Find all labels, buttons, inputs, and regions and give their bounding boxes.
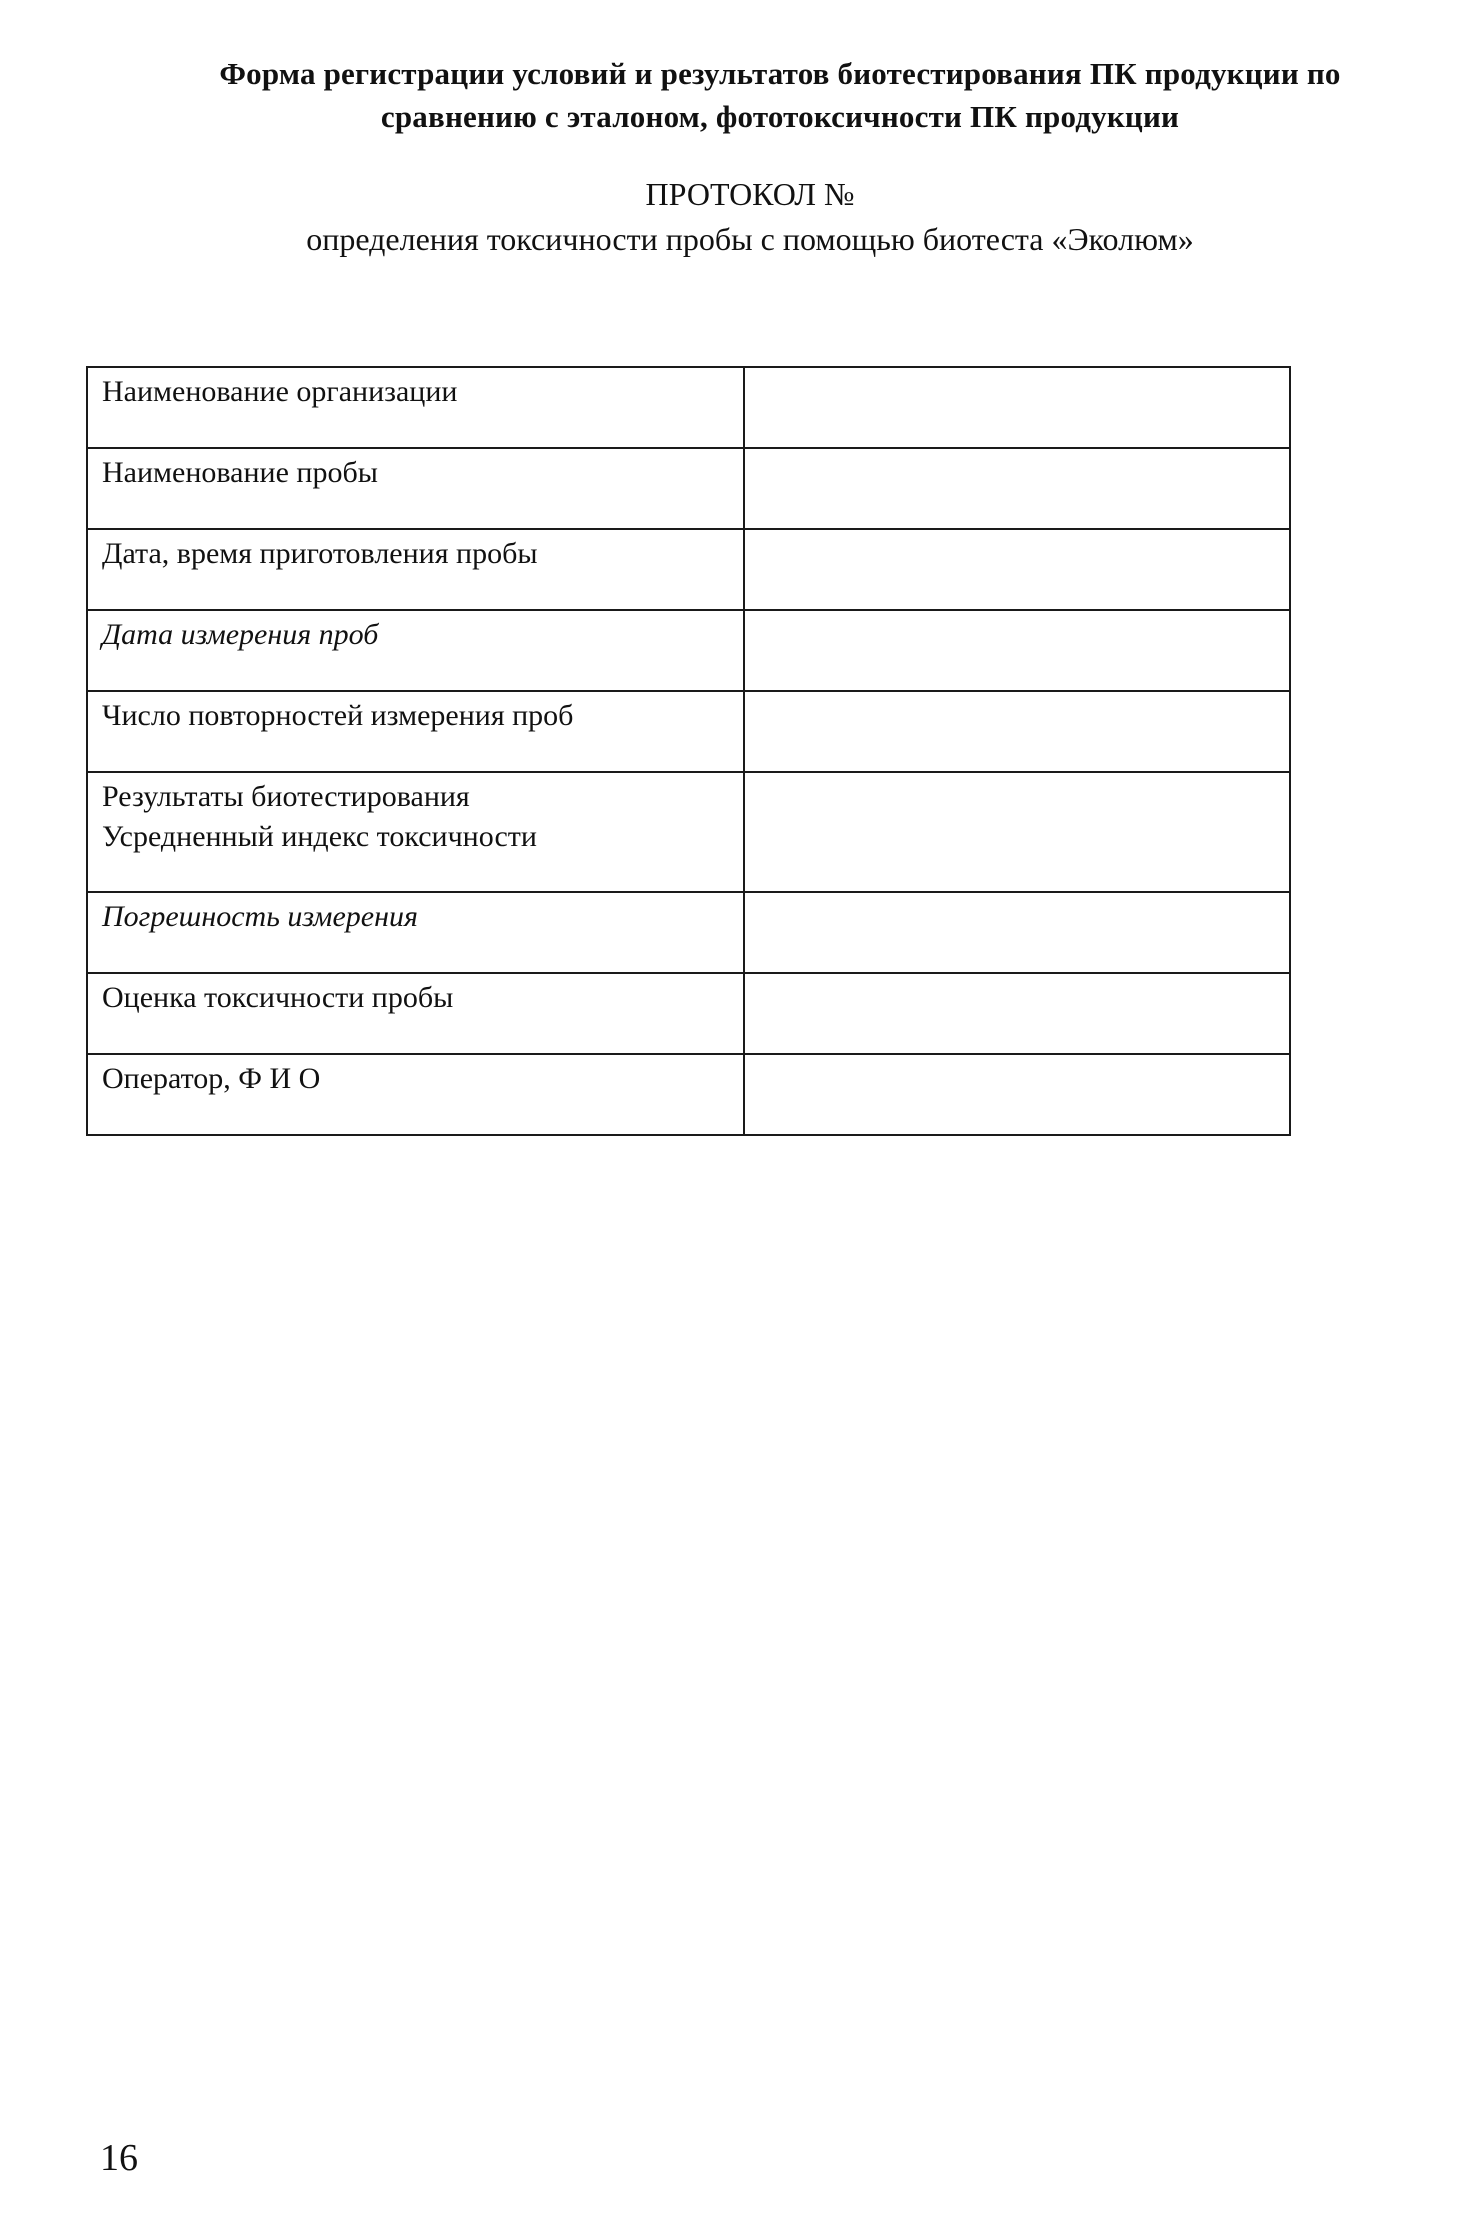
table-row — [87, 772, 1290, 892]
protocol-title: ПРОТОКОЛ № — [645, 176, 855, 212]
row-label-organization — [87, 367, 744, 448]
table-row — [87, 892, 1290, 973]
row-label-text: Число повторностей измерения проб — [102, 699, 574, 732]
row-label-text: Наименование организации — [102, 375, 458, 408]
table-row — [87, 610, 1290, 691]
row-value-organization[interactable] — [744, 367, 1290, 448]
row-label-error — [87, 892, 744, 973]
row-label-results — [87, 772, 744, 892]
form-heading-line-2: сравнению с эталоном, фототоксичности ПК продукции — [380, 99, 1180, 134]
row-label-text: Погрешность измерения — [102, 900, 418, 933]
table-row — [87, 691, 1290, 772]
row-label-text: Результаты биотестирования — [102, 780, 470, 813]
row-value-measurement-date[interactable] — [744, 610, 1290, 691]
row-label-sample-name — [87, 448, 744, 529]
page-number: 16 — [100, 2137, 138, 2179]
row-value-results[interactable] — [744, 772, 1290, 892]
table-row — [87, 973, 1290, 1054]
protocol-subtitle: определения токсичности пробы с помощью биотеста «Эколюм» — [306, 221, 1194, 257]
row-label-text: Дата, время приготовления пробы — [102, 537, 538, 570]
form-heading — [150, 52, 1410, 138]
row-label-toxicity-assessment — [87, 973, 744, 1054]
row-label-operator — [87, 1054, 744, 1135]
row-value-toxicity-assessment[interactable] — [744, 973, 1290, 1054]
protocol-header — [250, 172, 1250, 262]
row-value-preparation-date[interactable] — [744, 529, 1290, 610]
protocol-table — [86, 366, 1291, 1136]
row-value-sample-name[interactable] — [744, 448, 1290, 529]
row-label-text: Оператор, Ф И О — [102, 1062, 321, 1095]
row-label-text: Дата измерения проб — [102, 618, 379, 651]
row-value-error[interactable] — [744, 892, 1290, 973]
row-value-repetitions[interactable] — [744, 691, 1290, 772]
table-row — [87, 529, 1290, 610]
form-heading-line-1: Форма регистрации условий и результатов биотестирования ПК продукции по — [219, 56, 1341, 91]
row-label-text: Оценка токсичности пробы — [102, 981, 454, 1014]
table-row — [87, 367, 1290, 448]
table-row — [87, 1054, 1290, 1135]
row-label-repetitions — [87, 691, 744, 772]
row-label-text: Наименование пробы — [102, 456, 378, 489]
row-value-operator[interactable] — [744, 1054, 1290, 1135]
table-row — [87, 448, 1290, 529]
row-label-preparation-date — [87, 529, 744, 610]
row-label-text-secondary: Усредненный индекс токсичности — [102, 820, 537, 853]
row-label-measurement-date — [87, 610, 744, 691]
